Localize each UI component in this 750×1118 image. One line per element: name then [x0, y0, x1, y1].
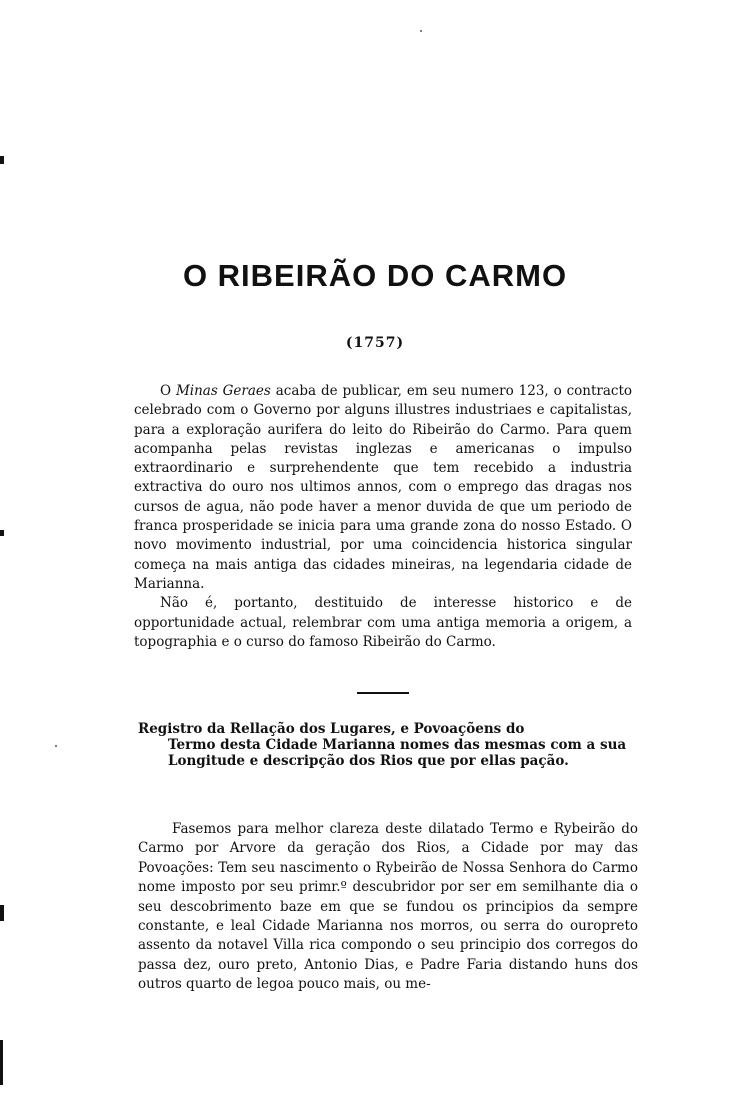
- intro-paragraph-1: [134, 382, 632, 594]
- newspaper-name: Minas Geraes: [175, 383, 271, 399]
- scan-edge-mark: [0, 156, 4, 164]
- section-divider: [357, 692, 409, 694]
- section-heading-line-1: Registro da Rellação dos Lugares, e Povoaçõens do: [138, 721, 525, 737]
- section-heading: [138, 721, 638, 769]
- intro-section: [134, 382, 632, 652]
- article-year: (1757): [345, 335, 405, 351]
- scan-edge-mark: [0, 905, 4, 921]
- article-title: O RIBEIRÃO DO CARMO: [182, 258, 568, 293]
- scan-edge-mark: [0, 530, 4, 536]
- intro-paragraph-1-rest: acaba de publicar, em seu numero 123, o contracto celebrado com o Governo por alguns illustres industriaes e capitalistas, para a exploração aurifera do leito do Ribeirão do Carmo. Para quem acompanha pelas revistas inglezas e americanas o impulso extraordinario e surprehendente que tem recebido a industria extractiva do ouro nos ultimos annos, com o emprego das dragas nos cursos de agua, não pode haver a menor duvida de que um periodo de franca prosperidade se inicia para uma grande zona do nosso Estado. O novo movimento industrial, por uma coincidencia historica singular começa na mais antiga das cidades mineiras, na legendaria cidade de Marianna.: [134, 383, 633, 592]
- section-heading-continuation: Termo desta Cidade Marianna nomes das mesmas com a sua Longitude e descripção dos Rios que por ellas pação.: [168, 737, 627, 769]
- scan-speck: [55, 745, 57, 747]
- body-paragraph: Fasemos para melhor clareza deste dilatado Termo e Rybeirão do Carmo por Arvore da geração dos Rios, a Cidade por may das Povoações: Tem seu nascimento o Rybeirão de Nossa Senhora do Carmo nome imposto por seu primr.º descubridor por ser em semilhante dia o seu descobrimento baze em que se fundou os principios da sempre constante, e leal Cidade Marianna nos morros, ou serra do ouropreto assento da notavel Villa rica compondo o seu principio dos corregos do passa dez, ouro preto, Antonio Dias, e Padre Faria distando huns dos outros quarto de legoa pouco mais, ou me-: [138, 821, 638, 993]
- scan-speck: [420, 30, 422, 32]
- intro-paragraph-2: Não é, portanto, destituido de interesse historico e de opportunidade actual, relembrar com uma antiga memoria a origem, a topographia e o curso do famoso Ribeirão do Carmo.: [134, 595, 632, 650]
- intro-paragraph-1-start: O: [160, 383, 176, 399]
- scan-edge-mark: [0, 1040, 3, 1085]
